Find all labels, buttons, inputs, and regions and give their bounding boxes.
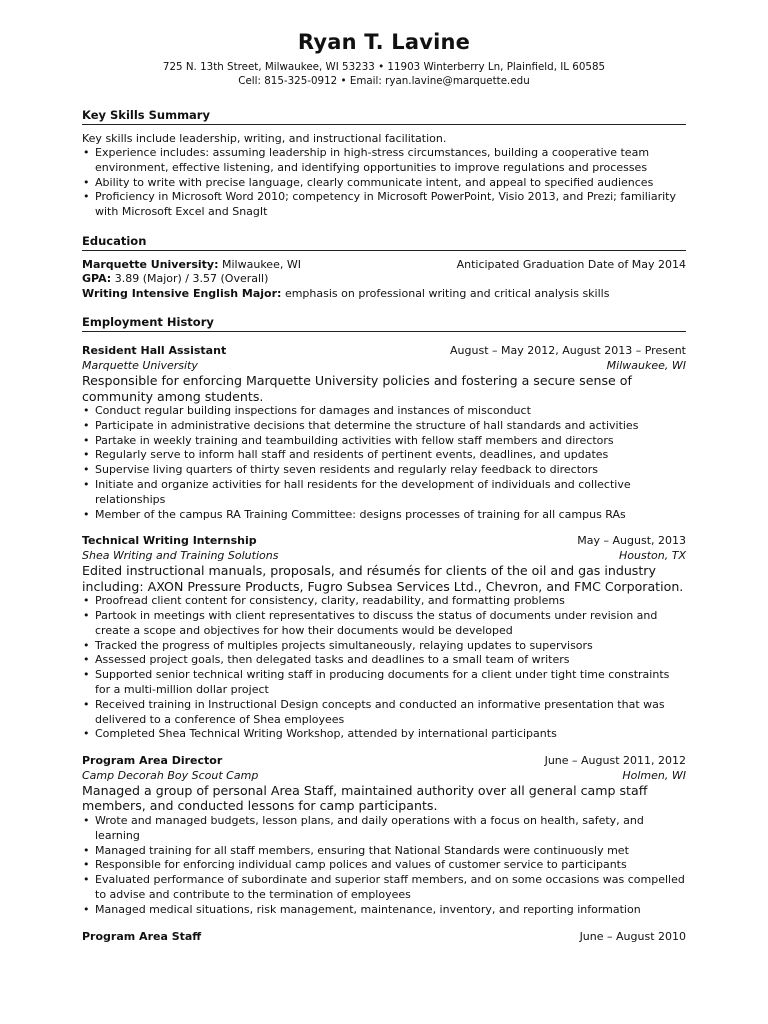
job-title: Program Area Staff: [82, 929, 202, 943]
school-row: [82, 258, 686, 272]
job-dates: June – August 2010: [579, 929, 686, 943]
job-org-row: [82, 359, 686, 373]
list-item: • Supervise living quarters of thirty seven residents and regularly relay feedback to directors: [82, 463, 686, 478]
list-item: • Participate in administrative decisions that determine the structure of hall standards and activities: [82, 419, 686, 434]
job-bullets: [82, 814, 686, 918]
education-section: [82, 258, 686, 301]
list-item: • Partake in weekly training and teambuilding activities with fellow staff members and directors: [82, 434, 686, 449]
list-item: • Regularly serve to inform hall staff and residents of pertinent events, deadlines, and updates: [82, 448, 686, 463]
job-title: Technical Writing Internship: [82, 534, 257, 548]
skills-intro: Key skills include leadership, writing, and instructional facilitation.: [82, 132, 447, 145]
list-item: • Proofread client content for consistency, clarity, readability, and formatting problems: [82, 594, 686, 609]
job-entry: [82, 344, 686, 522]
job-location: Holmen, WI: [622, 768, 686, 782]
job-entry: [82, 754, 686, 917]
list-item: • Proficiency in Microsoft Word 2010; competency in Microsoft PowerPoint, Visio 2013, and Prezi; familiarity with Microsoft Excel and SnagIt: [82, 190, 686, 220]
job-summary: Edited instructional manuals, proposals, and résumés for clients of the oil and gas industry including: AXON Pressure Products, Fugro Subsea Services Ltd., Chevron, and FMC Corporation.: [82, 563, 684, 594]
job-entry: [82, 930, 686, 944]
list-item: • Evaluated performance of subordinate and superior staff members, and on some occasions was compelled to advise and contribute to the termination of employees: [82, 873, 686, 903]
school-name: Marquette University:: [82, 257, 219, 271]
list-item: • Conduct regular building inspections for damages and instances of misconduct: [82, 404, 686, 419]
education-section-title: Education: [82, 234, 686, 251]
gpa-value: 3.89 (Major) / 3.57 (Overall): [111, 272, 269, 286]
list-item: • Tracked the progress of multiples projects simultaneously, relaying updates to supervisors: [82, 639, 686, 654]
job-title: Program Area Director: [82, 754, 223, 768]
job-header: [82, 754, 686, 768]
major: [82, 287, 609, 301]
list-item: • Supported senior technical writing staff in producing documents for a client under tight time constraints for a multi-million dollar project: [82, 668, 686, 698]
school-location: Milwaukee, WI: [218, 257, 301, 271]
school: [82, 258, 301, 272]
skills-bullets: [82, 146, 686, 220]
list-item: • Managed medical situations, risk management, maintenance, inventory, and reporting information: [82, 903, 686, 918]
list-item: • Partook in meetings with client representatives to discuss the status of documents under revision and create a scope and objectives for how their documents would be developed: [82, 609, 686, 639]
resume-name: Ryan T. Lavine: [297, 30, 471, 54]
list-item: • Ability to write with precise language, clearly communicate intent, and appeal to specified audiences: [82, 176, 686, 191]
list-item: • Member of the campus RA Training Committee: designs processes of training for all campus RAs: [82, 508, 686, 523]
graduation-date: Anticipated Graduation Date of May 2014: [456, 257, 686, 271]
employment-section-title: Employment History: [82, 315, 686, 332]
job-summary: Managed a group of personal Area Staff, maintained authority over all general camp staff members, and conducted lessons for camp participants.: [82, 782, 648, 814]
list-item: • Managed training for all staff members, ensuring that National Standards were continuously met: [82, 844, 686, 859]
job-org: Camp Decorah Boy Scout Camp: [82, 768, 259, 782]
job-location: Houston, TX: [619, 548, 686, 562]
list-item: • Initiate and organize activities for hall residents for the development of individuals and collective relationships: [82, 478, 686, 508]
job-org-row: [82, 769, 686, 783]
major-value: emphasis on professional writing and critical analysis skills: [281, 286, 610, 300]
major-label: Writing Intensive English Major:: [82, 286, 282, 300]
job-bullets: [82, 404, 686, 522]
major-row: [82, 287, 686, 301]
list-item: • Received training in Instructional Design concepts and conducted an informative presentation that was delivered to a conference of Shea employees: [82, 698, 686, 728]
job-org-row: [82, 549, 686, 563]
gpa: [82, 272, 268, 286]
job-dates: August – May 2012, August 2013 – Present: [450, 344, 686, 358]
address-line: 725 N. 13th Street, Milwaukee, WI 53233 • 11903 Winterberry Ln, Plainfield, IL 60585: [162, 61, 606, 73]
job-bullets: [82, 594, 686, 742]
list-item: • Responsible for enforcing individual camp polices and values of customer service to participants: [82, 858, 686, 873]
job-org: Shea Writing and Training Solutions: [82, 548, 279, 562]
job-org: Marquette University: [82, 358, 198, 372]
contact-line: Cell: 815-325-0912 • Email: ryan.lavine@marquette.edu: [238, 75, 530, 87]
job-location: Milwaukee, WI: [606, 358, 686, 372]
gpa-label: GPA:: [82, 272, 112, 286]
job-header: [82, 534, 686, 548]
job-summary: Responsible for enforcing Marquette University policies and fostering a secure sense of community among students.: [82, 373, 632, 404]
skills-section-title: Key Skills Summary: [82, 108, 686, 125]
employment-section: [82, 344, 686, 944]
job-title: Resident Hall Assistant: [82, 344, 227, 358]
job-entry: [82, 534, 686, 742]
list-item: • Wrote and managed budgets, lesson plans, and daily operations with a focus on health, safety, and learning: [82, 814, 686, 844]
job-header: [82, 930, 686, 944]
job-header: [82, 344, 686, 358]
gpa-row: [82, 272, 686, 286]
job-dates: May – August, 2013: [577, 534, 686, 548]
list-item: • Completed Shea Technical Writing Workshop, attended by international participants: [82, 727, 686, 742]
list-item: • Assessed project goals, then delegated tasks and deadlines to a small team of writers: [82, 653, 686, 668]
job-dates: June – August 2011, 2012: [544, 754, 686, 768]
list-item: • Experience includes: assuming leadership in high-stress circumstances, building a cooperative team environment, effective listening, and identifying opportunities to improve regulations and processes: [82, 146, 686, 176]
skills-section: [82, 131, 686, 220]
